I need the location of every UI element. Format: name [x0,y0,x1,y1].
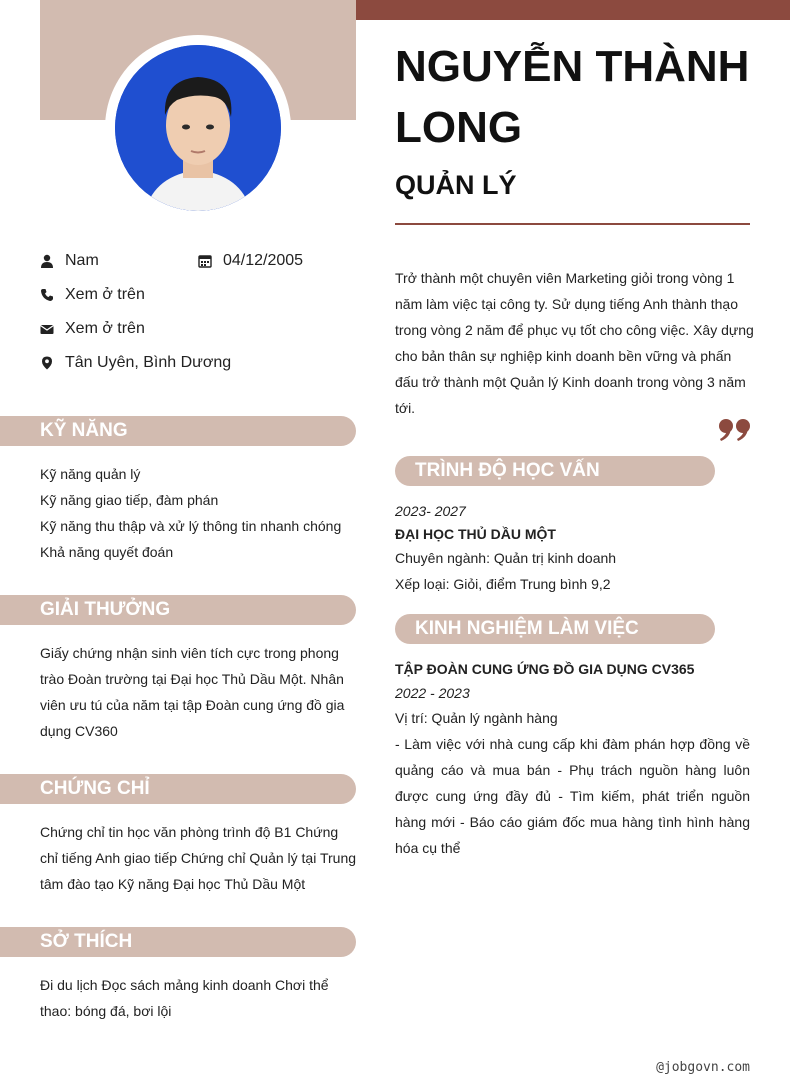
experience-period: 2022 - 2023 [395,685,470,701]
location-pin-icon [40,356,54,370]
gender-value: Nam [65,252,99,269]
certificates-heading: CHỨNG CHỈ [0,774,356,804]
phone-value: Xem ở trên [65,286,145,303]
career-objective: Trở thành một chuyên viên Marketing giỏi trong vòng 1 năm làm việc tại công ty. Sử dụng tiếng Anh thành thạo trong vòng 2 năm để phục vụ tốt cho công việc. Xây dựng cho bản thân sự nghiệp kinh doanh bền vững và phấn đấu trở thành một Quản lý Kinh doanh trong vòng 3 năm tới. [395,270,754,416]
awards-text: Giấy chứng nhận sinh viên tích cực trong phong trào Đoàn trường tại Đại học Thủ Dầu Một. Nhân viên ưu tú của năm tại tập Đoàn cung ứng đồ gia dụng CV360 [40,645,345,739]
experience-company: TẬP ĐOÀN CUNG ỨNG ĐỒ GIA DỤNG CV365 [395,661,695,677]
address-row [40,354,231,372]
certificates-text: Chứng chỉ tin học văn phòng trình độ B1 Chứng chỉ tiếng Anh giao tiếp Chứng chỉ Quản lý tại Trung tâm đào tạo Kỹ năng Đại học Thủ Dầu Một [40,824,357,892]
phone-row [40,286,145,304]
experience-block [395,657,750,861]
birthdate-row [198,252,303,270]
profile-photo [115,45,281,211]
skill-item: Kỹ năng thu thập và xử lý thông tin nhanh chóng [40,518,342,534]
user-icon [40,254,54,268]
birthdate-value: 04/12/2005 [223,252,304,269]
experience-description: - Làm việc với nhà cung cấp khi đàm phán hợp đồng về quảng cáo và mua bán - Phụ trách nguồn hàng luôn được cung ứng đầy đủ - Tìm kiếm, phát triển nguồn hàng mới - Báo cáo giám đốc mua hàng tình hình hàng hóa cụ thể [395,736,750,856]
calendar-icon [198,254,212,268]
phone-icon [40,288,54,302]
experience-heading: KINH NGHIỆM LÀM VIỆC [395,614,715,644]
education-grade: Xếp loại: Giỏi, điểm Trung bình 9,2 [395,576,611,592]
avatar-portrait [115,45,281,211]
education-heading: TRÌNH ĐỘ HỌC VẤN [395,456,715,486]
skill-item: Kỹ năng giao tiếp, đàm phán [40,492,219,508]
footer-watermark: @jobgovn.com [656,1060,750,1075]
candidate-name: NGUYỄN THÀNH LONG [395,42,750,152]
gender-row [40,252,99,270]
education-period: 2023- 2027 [395,503,466,519]
education-major: Chuyên ngành: Quản trị kinh doanh [395,550,617,566]
skills-heading: KỸ NĂNG [0,416,356,446]
quote-icon [717,410,753,446]
mail-icon [40,322,54,336]
skill-item: Kỹ năng quản lý [40,466,141,482]
candidate-role: QUẢN LÝ [395,170,517,200]
education-school: ĐẠI HỌC THỦ DẦU MỘT [395,526,556,542]
email-row [40,320,145,338]
email-value: Xem ở trên [65,320,145,337]
top-accent-bar [356,0,790,20]
header-divider [395,223,750,225]
skill-item: Khả năng quyết đoán [40,544,174,560]
hobbies-text: Đi du lịch Đọc sách mảng kinh doanh Chơi thể thao: bóng đá, bơi lội [40,977,329,1019]
hobbies-heading: SỞ THÍCH [0,927,356,957]
education-block [395,499,755,597]
awards-heading: GIẢI THƯỞNG [0,595,356,625]
address-value: Tân Uyên, Bình Dương [65,354,232,371]
experience-position: Vị trí: Quản lý ngành hàng [395,710,558,726]
skills-list [40,461,356,565]
